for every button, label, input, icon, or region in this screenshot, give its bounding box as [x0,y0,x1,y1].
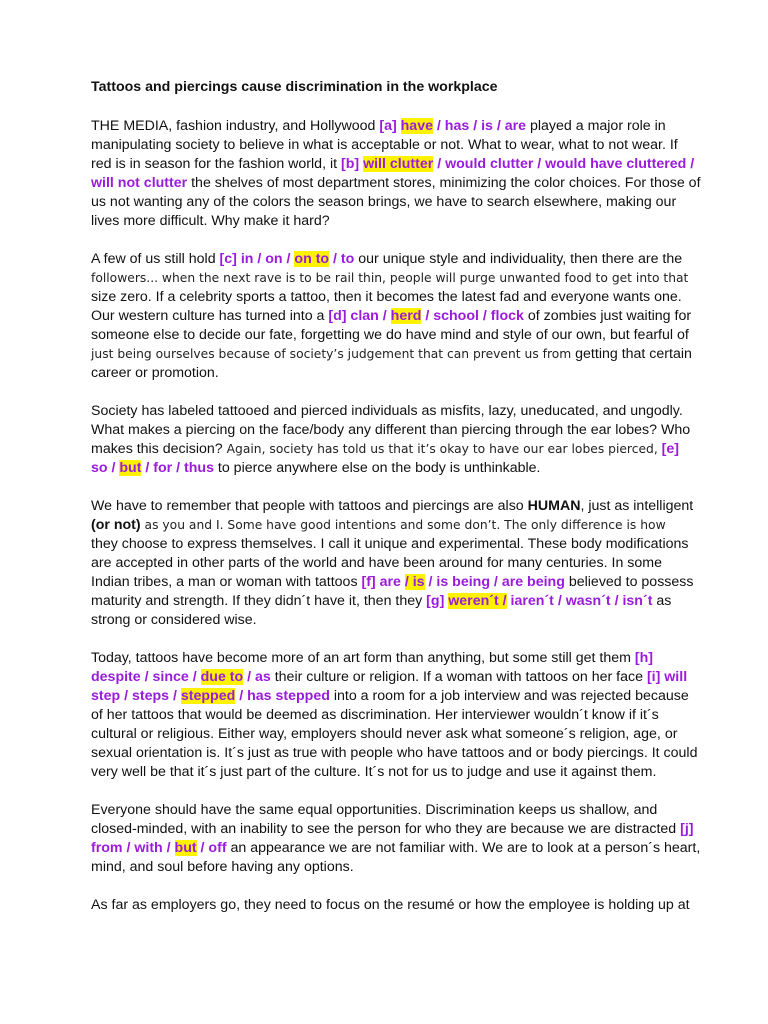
answer-option: despite / since / [91,669,201,685]
paragraph [91,250,691,383]
text-segment: cultural or religious. Either way, employers should never ask what someone´s religion, age, or [91,726,678,742]
paragraph [91,402,691,478]
text-segment: Again, society has told us that it’s okay to have our ear lobes pierced, [226,442,662,456]
text-line [91,155,695,174]
text-line [91,269,691,288]
text-line [91,839,701,858]
answer-option: [h] [634,650,653,666]
answer-option: / to [329,251,355,267]
text-segment: sexual orientation is. It´s just as true with people who have tattoos and or body piercings. It could [91,745,698,761]
text-segment: our unique style and individuality, then there are the [354,251,683,267]
answer-option: / off [196,840,227,856]
text-line [91,763,691,782]
highlighted-answer: herd [390,308,422,324]
text-segment: manipulating society to believe in what is acceptable or not. What to wear, what to not wear. If [91,137,678,153]
answer-option: / as [243,669,271,685]
text-line [91,288,691,307]
highlighted-answer: will clutter [363,156,434,172]
answer-option: / is being / are being [424,574,565,590]
text-segment: lives more difficult. Why make it hard? [91,213,330,229]
text-segment: size zero. If a celebrity sports a tattoo, then it becomes the latest fad and everyone wants one. [91,289,682,305]
text-line [91,820,694,839]
text-segment: As far as employers go, they need to focus on the resumé or how the employee is holding up at [91,897,690,913]
text-segment: Everyone should have the same equal opportunities. Discrimination keeps us shallow, and [91,802,658,818]
text-line [91,516,691,535]
answer-option: [c] in / on / [219,251,295,267]
answer-option: will not clutter [91,175,188,191]
text-segment: as you and I. Some have good intentions and some don’t. The only difference is how [140,518,666,532]
document-title: Tattoos and piercings cause discrimination in the workplace [91,79,498,95]
paragraph [91,801,701,877]
highlighted-answer: have [400,118,433,134]
answer-option: / has / is / are [432,118,527,134]
text-segment: maturity and strength. If they didn´t have it, then they [91,593,427,609]
text-line [91,896,691,915]
text-line [91,136,691,155]
text-segment: What makes a piercing on the face/body any different than piercing through the ear lobes? Who [91,422,691,438]
text-line [91,402,691,421]
text-line [91,117,691,136]
text-line [91,250,691,269]
text-line [91,611,691,630]
text-segment: to pierce anywhere else on the body is unthinkable. [213,460,541,476]
text-segment: of zombies just waiting for [523,308,692,324]
answer-option: [f] are [361,574,405,590]
text-segment: followers... when the next rave is to be rail thin, people will purge unwanted food to get into that [91,271,689,285]
text-line [91,668,691,687]
paragraph [91,497,694,630]
text-line [91,497,694,516]
text-line [91,592,691,611]
text-segment: us not wanting any of the colors the season brings, we have to search elsewhere, making our [91,194,677,210]
highlighted-answer: / is [404,574,425,590]
answer-option: [e] [661,441,679,457]
text-segment: Society has labeled tattooed and pierced individuals as misfits, lazy, uneducated, and ungodly. [91,403,683,419]
text-segment: Today, tattoos have become more of an art form than anything, but some still get them [91,650,635,666]
text-segment: the shelves of most department stores, minimizing the color choices. For those of [187,175,701,191]
bold-text: HUMAN [527,498,581,514]
text-segment: , just as intelligent [580,498,694,514]
highlighted-answer: stepped [180,688,236,704]
text-line [91,459,691,478]
text-line [91,573,694,592]
text-segment: red is in season for the fashion world, it [91,156,341,172]
text-segment: THE MEDIA, fashion industry, and Hollywood [91,118,380,134]
text-segment: are accepted in other parts of the world and have been around for many centuries. In some [91,555,662,571]
answer-option: so / [91,460,120,476]
document-body [91,117,701,915]
text-segment: played a major role in [526,118,666,134]
answer-option: / school / flock [421,308,524,324]
answer-option: / for / thus [141,460,214,476]
text-segment: just being ourselves because of society’s judgement that can prevent us from [91,347,576,361]
highlighted-answer: weren´t / [448,593,507,609]
text-segment: Our western culture has turned into a [91,308,329,324]
answer-option: [b] [341,156,360,172]
paragraph [91,117,701,231]
text-segment: an appearance we are not familiar with. We are to look at a person´s heart, [226,840,701,856]
text-line [91,440,691,459]
text-segment: makes this decision? [91,441,227,457]
bold-text: (or not) [91,517,141,533]
text-segment: We have to remember that people with tattoos and piercings are also [91,498,528,514]
text-line [91,326,691,345]
text-line [91,535,691,554]
text-segment: they choose to express themselves. I call it unique and experimental. These body modifications [91,536,689,552]
highlighted-answer: but [119,460,142,476]
text-segment: believed to possess [564,574,694,590]
text-line [91,744,698,763]
text-line [91,212,691,231]
highlighted-answer: but [174,840,197,856]
text-line [91,345,691,364]
answer-option: [i] will [646,669,688,685]
text-segment: very well be that it´s just part of the culture. It´s not for us to judge and use it against them. [91,764,657,780]
text-segment: their culture or religion. If a woman with tattoos on her face [270,669,647,685]
answer-option: / would clutter / would have cluttered / [433,156,695,172]
text-segment: getting that certain [575,346,692,362]
answer-option: [g] [426,593,445,609]
text-line [91,307,691,326]
text-segment: career or promotion. [91,365,219,381]
text-line [91,649,691,668]
text-line [91,174,701,193]
text-segment: into a room for a job interview and was rejected because [329,688,689,704]
highlighted-answer: on to [294,251,330,267]
paragraph [91,649,698,782]
text-line [91,193,691,212]
paragraph [91,896,691,915]
answer-option: step / steps / [91,688,181,704]
text-segment: strong or considered wise. [91,612,257,628]
text-line [91,421,691,440]
text-line [91,554,691,573]
answer-option: iaren´t / wasn´t / isn´t [506,593,653,609]
answer-option: [j] [680,821,694,837]
answer-option: / has stepped [235,688,330,704]
answer-option: [a] [379,118,397,134]
text-segment: of her tattoos that would be deemed as discrimination. Her interviewer wouldn´t know if it´s [91,707,659,723]
answer-option: from / with / [91,840,175,856]
text-line [91,725,691,744]
text-segment: A few of us still hold [91,251,220,267]
text-line [91,801,691,820]
answer-option: [d] clan / [328,308,391,324]
text-segment: as [652,593,672,609]
document-page [91,78,701,934]
text-segment: someone else to decide our fate, forgetting we do have mind and style of our own, but fearful of [91,327,689,343]
text-segment: mind, and soul before having any options. [91,859,354,875]
text-line [91,687,691,706]
highlighted-answer: due to [200,669,244,685]
text-segment: closed-minded, with an inability to see the person for who they are because we are distracted [91,821,681,837]
text-line [91,858,691,877]
text-line [91,706,691,725]
text-segment: Indian tribes, a man or woman with tattoos [91,574,362,590]
text-line [91,364,691,383]
